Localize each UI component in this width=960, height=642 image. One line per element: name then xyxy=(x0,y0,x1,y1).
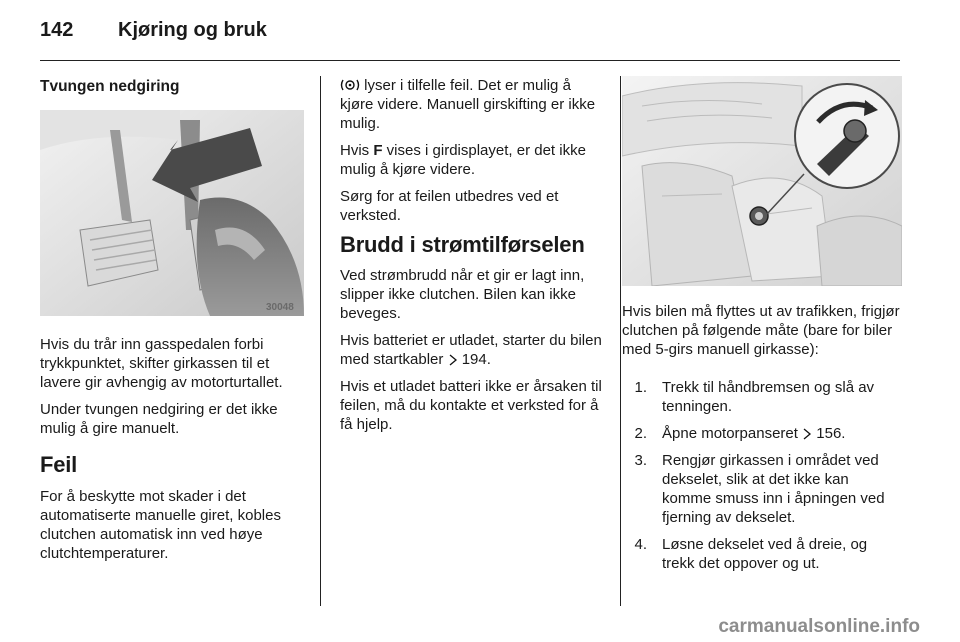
watermark: carmanualsonline.info xyxy=(718,616,920,637)
list-item xyxy=(622,424,902,443)
header-divider xyxy=(40,60,900,61)
paragraph: Ved strømbrudd når et gir er lagt inn, slipper ikke clutchen. Bilen kan ikke beveges. xyxy=(340,267,585,322)
engine-clutch-illustration xyxy=(622,76,902,286)
paragraph: Sørg for at feilen utbedres ved et verksted. xyxy=(340,188,559,224)
text-span: vises i girdisplayet, er det ikke mulig å kjøre videre. xyxy=(340,142,586,178)
paragraph xyxy=(340,76,608,133)
gearbox-warning-icon xyxy=(340,78,360,92)
section-heading-fault: Feil xyxy=(40,452,78,477)
list-item xyxy=(622,451,902,527)
page-reference[interactable]: 194. xyxy=(461,351,491,368)
step-text: Løsne dekselet ved å dreie, og trekk det oppover og ut. xyxy=(662,536,868,572)
paragraph: For å beskytte mot skader i det automatiserte manuelle giret, kobles clutchen automatisk inn ved høye clutchtemperaturer. xyxy=(40,488,281,562)
column-divider-2 xyxy=(620,76,621,606)
list-item xyxy=(622,535,902,573)
paragraph: Hvis bilen må flyttes ut av trafikken, frigjør clutchen på følgende måte (bare for biler med 5-girs manuell girkasse): xyxy=(622,303,900,358)
paragraph: Hvis du trår inn gasspedalen forbi trykkpunktet, skifter girkassen til et lavere gir avhengig av motorturtallet. xyxy=(40,336,283,391)
paragraph: Hvis et utladet batteri ikke er årsaken til feilen, må du kontakte et verksted for å få hjelp. xyxy=(340,378,602,433)
gear-display-letter: F xyxy=(373,142,383,159)
list-item xyxy=(622,378,902,416)
page-reference-arrow-icon xyxy=(448,354,458,366)
page-reference-arrow-icon xyxy=(802,428,812,440)
fault-continued-text xyxy=(340,76,608,233)
figure-code: 30048 xyxy=(266,302,294,313)
step-number: 3. xyxy=(634,452,647,469)
step-text: Rengjør girkassen i området ved dekselet, slik at det ikke kan komme smuss inn i åpningen ved fjerning av dekselet. xyxy=(662,452,885,526)
text-span: Hvis xyxy=(340,142,374,159)
section-heading-power-failure: Brudd i strømtilførselen xyxy=(340,232,585,257)
paragraph: Under tvungen nedgiring er det ikke mulig å gire manuelt. xyxy=(40,401,278,437)
step-number: 4. xyxy=(634,536,647,553)
column-divider-1 xyxy=(320,76,321,606)
release-clutch-intro xyxy=(622,302,902,367)
page-title: Kjøring og bruk xyxy=(118,19,267,41)
step-number: 2. xyxy=(634,425,647,442)
page-reference[interactable]: 156. xyxy=(816,425,846,442)
power-failure-text xyxy=(340,266,608,442)
text-span: Hvis batteriet er utladet, starter du bilen med startkabler xyxy=(340,332,602,368)
paragraph xyxy=(340,331,608,369)
paragraph xyxy=(340,141,608,179)
section-heading-forced-downshift: Tvungen nedgiring xyxy=(40,78,180,95)
fault-text xyxy=(40,487,312,571)
pedal-illustration xyxy=(40,110,304,316)
warning-light-text: lyser i tilfelle feil. Det er mulig å kjøre videre. Manuell girskifting er ikke mulig. xyxy=(340,77,596,132)
forced-downshift-text xyxy=(40,335,312,446)
step-text: Åpne motorpanseret xyxy=(662,425,803,442)
release-clutch-steps xyxy=(622,378,902,581)
page-number: 142 xyxy=(40,19,74,41)
step-number: 1. xyxy=(634,379,647,396)
step-text: Trekk til håndbremsen og slå av tenningen. xyxy=(662,379,875,415)
